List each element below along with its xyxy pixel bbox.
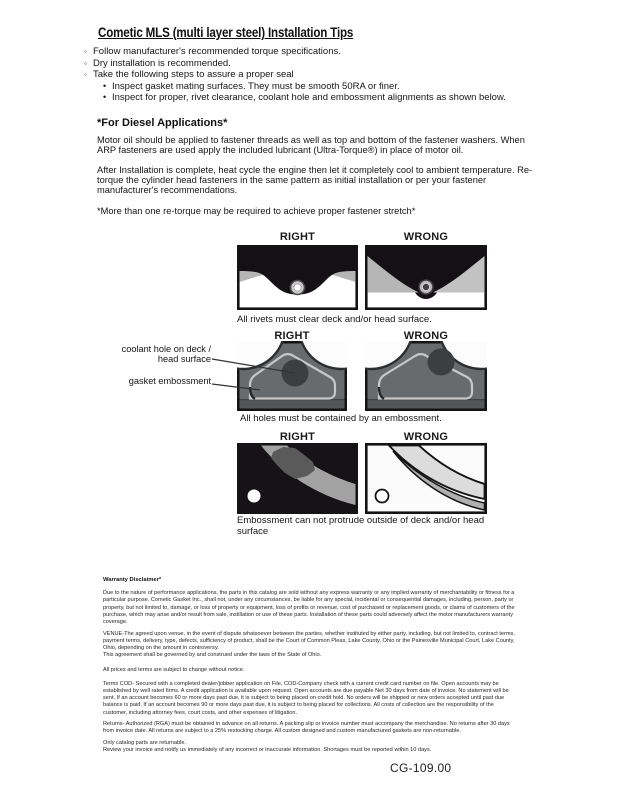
circle-bullet-icon: ◦ bbox=[84, 58, 87, 68]
terms-paragraph: Terms COD- Secured with a completed dealer/jobber application on File, COD-Company check with a current credit card number on file. Open accounts may be established by well rated firms. A credit application is available upon request. Open accounts are due payable Net 30 days from date of invoice. No statement will be sent. If an account becomes 60 or more days past due, it is subject to being placed on credit hold. No orders will be shipped or new orders accepted until past due balance is paid. If an account becomes 90 or more days past due, it is subject to being placed for collections. All costs of collection are the responsibility of the customer, including attorney fees, court costs, and other expenses of litigation. bbox=[103, 680, 509, 716]
embossment-right-diagram bbox=[237, 443, 358, 514]
diesel-paragraph-2: After Installation is complete, heat cycle the engine then let it completely cool to ambient temperature. Re-torque the cylinder head fasteners in the same pattern as initial installation or per your fastener manufacturer's recommendations. bbox=[97, 165, 533, 196]
row2-wrong-label: WRONG bbox=[403, 330, 449, 342]
list-item bbox=[84, 58, 534, 70]
dot-bullet-icon: • bbox=[103, 80, 107, 91]
circle-bullet-icon: ◦ bbox=[84, 47, 87, 56]
warranty-heading: Warranty Disclaimer* bbox=[103, 577, 162, 583]
legal-section bbox=[103, 577, 519, 759]
rivet-right-diagram bbox=[237, 245, 358, 310]
diesel-heading: *For Diesel Applications* bbox=[97, 117, 228, 129]
list-item bbox=[84, 81, 534, 93]
page-title: Cometic MLS (multi layer steel) Installation Tips bbox=[98, 25, 354, 40]
list-item bbox=[84, 92, 534, 104]
row3-caption: Embossment can not protrude outside of deck and/or head surface bbox=[237, 515, 485, 537]
venue-paragraph: VENUE-The agreed upon venue, in the event of dispute whatsoever between the parties, whether instituted by either party, including, but not limited to, contract terms, payment terms, delivery, type, defects, sufficiency of product, shall be the Court of Common Pleas, Lake County, Ohio or the Painesville Municipal Court, Lake County, Ohio, depending on the amount in controversy. bbox=[103, 630, 515, 652]
returns-paragraph: Returns- Authorized (RGA) must be obtained in advance on all returns. A packing slip or invoice number must accompany the merchandise. No returns after 30 days from invoice date. All returns are subject to a 25% restocking charge. All custom designed and custom manufactured gaskets are non-returnable. bbox=[103, 721, 510, 735]
gasket-embossment-callout: gasket embossment bbox=[128, 376, 211, 386]
tip-text: Inspect gasket mating surfaces. They must be smooth 50RA or finer. bbox=[112, 80, 400, 92]
dot-bullet-icon: • bbox=[103, 92, 107, 103]
list-item bbox=[84, 69, 534, 81]
embossment-wrong-diagram bbox=[365, 443, 487, 514]
tip-text: Dry installation is recommended. bbox=[93, 57, 231, 69]
row3-right-label: RIGHT bbox=[279, 431, 316, 443]
row3-wrong-label: WRONG bbox=[403, 431, 449, 443]
tip-text: Follow manufacturer's recommended torque specifications. bbox=[93, 46, 341, 57]
rivet-wrong-diagram bbox=[365, 245, 487, 310]
governing-law-line: This agreement shall be governed by and construed under the laws of the State of Ohio. bbox=[103, 652, 322, 659]
row2-right-label: RIGHT bbox=[274, 330, 310, 342]
prices-line: All prices and terms are subject to change without notice. bbox=[103, 666, 245, 673]
list-item bbox=[84, 46, 534, 58]
coolant-hole-callout: coolant hole on deck / head surface bbox=[121, 344, 211, 364]
row2-caption: All holes must be contained by an embossment. bbox=[240, 413, 442, 424]
row1-wrong-label: WRONG bbox=[403, 231, 449, 243]
warranty-paragraph: Due to the nature of performance applications, the parts in this catalog are sold without any express warranty or any implied warranty of merchantability or fitness for a particular purpose. Cometic Gasket Inc., shall not, under any circumstances, be liable for any special, incidental or consequential damages, including, person, party or property, but not limited to, damage, or loss of property or equipment, loss of profits or revenue, cost of purchased or replacement goods, or claims of customers of the purchase, which may arise and/or result from sale, instillation or use of these parts. Installation of these parts could adversely affect the motor manufacturers warranty coverage. bbox=[103, 590, 515, 626]
coolant-hole-wrong-diagram bbox=[365, 341, 487, 411]
page-code: CG-109.00 bbox=[390, 761, 452, 775]
coolant-hole-right-diagram bbox=[237, 341, 347, 411]
catalog-parts-line: Only catalog parts are returnable. bbox=[103, 740, 187, 747]
retorque-note: *More than one re-torque may be required to achieve proper fastener stretch* bbox=[97, 206, 416, 216]
tips-list bbox=[84, 46, 534, 104]
circle-bullet-icon: ◦ bbox=[84, 70, 87, 80]
tip-text: Inspect for proper, rivet clearance, coolant hole and embossment alignments as shown below. bbox=[112, 92, 506, 104]
review-invoice-line: Review your invoice and notify us immediately of any incorrect or inaccurate information. Shortages must be reported within 10 days. bbox=[103, 747, 432, 754]
row1-caption: All rivets must clear deck and/or head surface. bbox=[237, 314, 432, 325]
row1-right-label: RIGHT bbox=[279, 231, 316, 243]
tip-text: Take the following steps to assure a proper seal bbox=[93, 69, 294, 81]
diesel-paragraph-1: Motor oil should be applied to fastener threads as well as top and bottom of the fastener washers. When ARP fasteners are used apply the included lubricant (Ultra-Torque®) in place of motor oil. bbox=[97, 135, 525, 156]
